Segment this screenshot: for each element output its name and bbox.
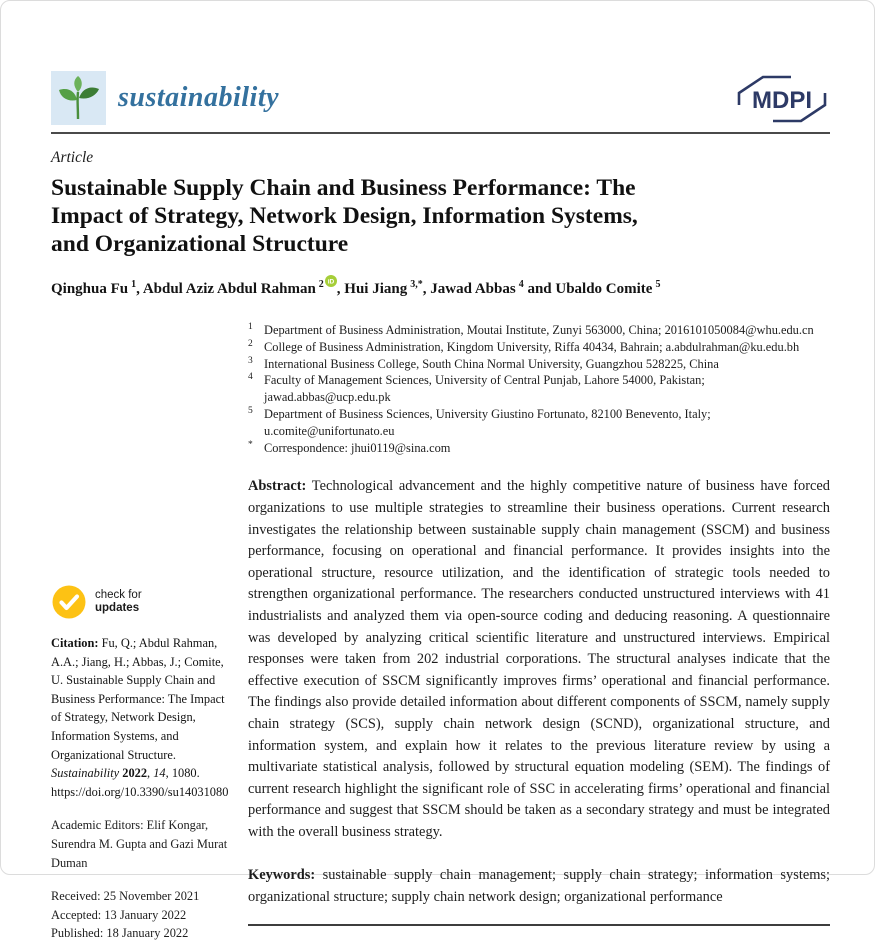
journal-brand <box>51 71 279 125</box>
affiliation-line: 3 International Business College, South China Normal University, Guangzhou 528225, China <box>248 355 719 371</box>
affiliation-line: 4 Faculty of Management Sciences, University of Central Punjab, Lahore 54000, Pakistan; <box>248 372 705 388</box>
dates-block <box>51 887 232 943</box>
affiliation-line: 1 Department of Business Administration, Moutai Institute, Zunyi 563000, China; 2016101050084@whu.edu.cn <box>248 322 814 337</box>
orcid-icon[interactable] <box>325 275 337 291</box>
affiliation-line: 2 College of Business Administration, Kingdom University, Riffa 40434, Bahrain; a.abdulrahman@ku.edu.bh <box>248 338 800 354</box>
academic-editors-block <box>51 816 232 872</box>
check-for-updates-badge[interactable] <box>51 584 232 620</box>
accepted-date: Accepted: 13 January 2022 <box>51 907 187 922</box>
abstract-label: Abstract: <box>248 478 307 495</box>
keywords-text: sustainable supply chain management; supply chain strategy; information systems; organizational structure; supply chain network design; organizational performance <box>248 867 830 906</box>
author-5-affiliation-sup: 5 <box>655 279 661 290</box>
page-header <box>51 71 830 127</box>
author-3-affiliation-sup: 3,* <box>410 279 423 290</box>
citation-year: 2022 <box>122 766 148 781</box>
author-2: , Abdul Aziz Abdul Rahman $^2$ iD <box>136 281 337 297</box>
sustainability-logo <box>51 71 106 125</box>
citation-label: Citation: <box>51 636 102 650</box>
affiliations-block <box>248 322 830 456</box>
author-1-affiliation-sup: 1 <box>131 279 137 290</box>
keywords-label: Keywords: <box>248 867 316 884</box>
header-divider <box>51 132 830 134</box>
author-1: Qinghua Fu $^1$ <box>51 279 137 297</box>
affiliation-line: u.comite@unifortunato.eu <box>264 423 395 438</box>
paper-title <box>51 174 791 258</box>
main-content-row <box>51 322 830 943</box>
citation-block: Citation: Fu, Q.; Abdul Rahman, A.A.; Jiang, H.; Abbas, J.; Comite, U. Sustainable Supply Chain and Business Performance: The Impact of Strategy, Network Design, Information Systems, and Organizational Structure. Sustainability 2022, 14, 1080. https://doi.org/10.3390/su14031080 <box>51 636 229 799</box>
title-line-2: Impact of Strategy, Network Design, Information Systems, <box>51 203 638 229</box>
author-4-affiliation-sup: 4 <box>518 279 524 290</box>
main-column <box>248 322 830 943</box>
article-type-label: Article <box>51 149 94 166</box>
author-5: and Ubaldo Comite $^5$ <box>523 279 661 297</box>
affiliation-line: jawad.abbas@ucp.edu.pk <box>264 390 391 405</box>
published-date: Published: 18 January 2022 <box>51 926 189 941</box>
abstract-text: Technological advancement and the highly competitive nature of business have forced organizations to use multiple strategies to streamline their business operations. Current research investigates the relationship between sustainable supply chain management (SSCM) and business performance, focusing on operational and financial performance. It provides insights into the operational structure, resource utilization, and the identification of strategic tools needed to strengthen organizational performance. The researchers conducted unstructured interviews with 41 industrialists and analyzed them via open-source coding and deducing reasoning. A questionnaire was developed by analyzing critical scientific literature and unstructured interviews. Empirical responses were taken from 202 industrial corporations. The structural analyses indicate that the effective execution of SSCM significantly improves firms’ operational and financial performance. The findings also provide detailed information about different components of SSCM, namely supply chain strategy (SCS), supply chain network design (SCND), organizational structure, and information system, and explain how it relates to the previous literature review by using a multivariate statistical analysis, followed by structural equation modeling (SEM). The findings of current research highlight the significant role of SSC in accelerating firms’ operational and financial performance and suggest that SSCM should be taken as a secondary strategy and must be integrated with the overall business strategy. <box>248 478 830 840</box>
title-line-1: Sustainable Supply Chain and Business Performance: The <box>51 175 636 201</box>
affiliation-line: 5 Department of Business Sciences, University Giustino Fortunato, 82100 Benevento, Italy; <box>248 405 711 421</box>
abstract-paragraph <box>248 476 830 843</box>
editors-label: Academic Editors: <box>51 818 147 833</box>
citation-body: Fu, Q.; Abdul Rahman, A.A.; Jiang, H.; Abbas, J.; Comite, U. Sustainable Supply Chain and Business Performance: The Impact of Strategy, Network Design, Information Systems, and Organizational Structure. <box>51 636 225 762</box>
citation-volume: 14 <box>153 766 166 781</box>
author-2-affiliation-sup: 2 <box>318 279 324 290</box>
plant-leaf-icon <box>58 76 100 120</box>
journal-name: sustainability <box>118 82 280 113</box>
authors-line <box>51 275 830 298</box>
author-4: , Jawad Abbas $^4$ <box>422 279 524 297</box>
mdpi-logo <box>734 73 830 130</box>
mdpi-logo-text: MDPI <box>752 87 812 114</box>
citation-journal: Sustainability <box>51 766 123 781</box>
received-date: Received: 25 November 2021 <box>51 889 200 904</box>
left-sidebar <box>51 584 232 943</box>
check-circle-icon <box>51 584 87 620</box>
footer-divider <box>248 924 830 926</box>
author-3: , Hui Jiang $^{3,*}$ <box>336 279 423 297</box>
correspondence-line: * Correspondence: jhui0119@sina.com <box>248 439 451 455</box>
keywords-paragraph <box>248 865 830 908</box>
citation-doi-link[interactable]: , 1080. https://doi.org/10.3390/su14031080 <box>51 766 229 799</box>
check-for-updates-label: check for updates <box>95 589 142 614</box>
title-line-3: and Organizational Structure <box>51 231 349 257</box>
svg-text:iD: iD <box>327 278 335 286</box>
editors-names: Elif Kongar, Surendra M. Gupta and Gazi Murat Duman <box>51 818 228 870</box>
